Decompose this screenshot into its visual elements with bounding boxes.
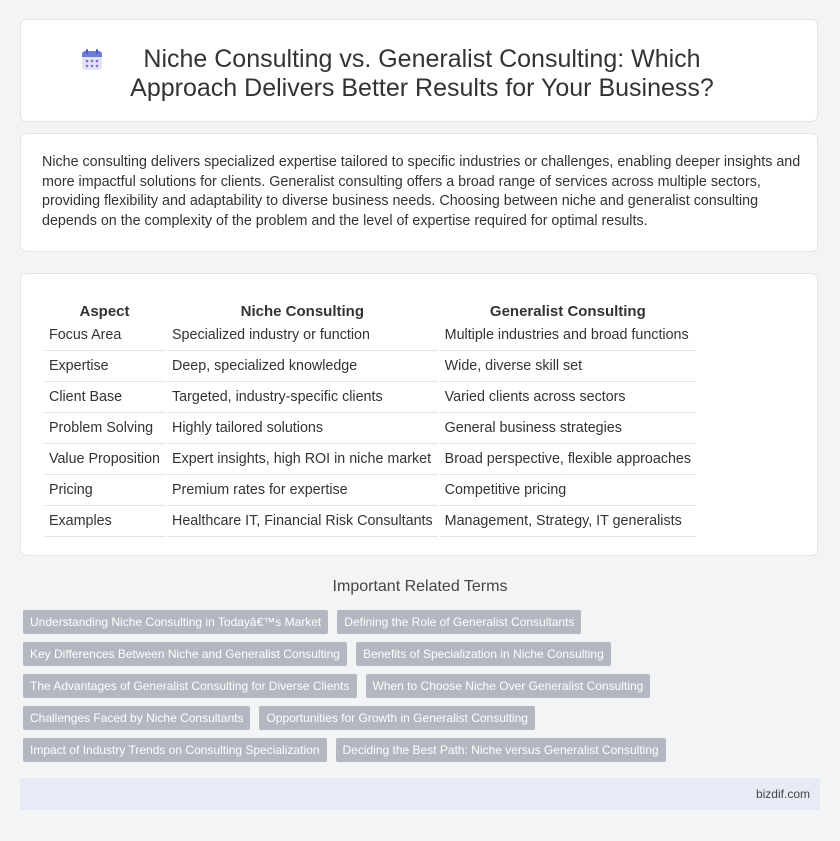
related-term-link[interactable]: Key Differences Between Niche and Generalist Consulting bbox=[23, 642, 347, 666]
related-term-link[interactable]: Opportunities for Growth in Generalist Consulting bbox=[259, 706, 534, 730]
footer bbox=[20, 778, 820, 810]
table-cell: Premium rates for expertise bbox=[167, 475, 438, 506]
table-cell: Problem Solving bbox=[44, 413, 165, 444]
header-aspect: Aspect bbox=[79, 303, 130, 320]
table-cell: Pricing bbox=[44, 475, 165, 506]
table-cell: Varied clients across sectors bbox=[440, 382, 696, 413]
table-row bbox=[44, 382, 696, 413]
related-term-link[interactable]: Deciding the Best Path: Niche versus Generalist Consulting bbox=[336, 738, 666, 762]
table-cell: Healthcare IT, Financial Risk Consultants bbox=[167, 506, 438, 537]
table-cell: Competitive pricing bbox=[440, 475, 696, 506]
table-row bbox=[44, 475, 696, 506]
tag-row bbox=[23, 738, 823, 770]
tag-row bbox=[23, 674, 823, 706]
comparison-card bbox=[20, 273, 818, 556]
related-term-link[interactable]: Impact of Industry Trends on Consulting Specialization bbox=[23, 738, 327, 762]
related-term-link[interactable]: Benefits of Specialization in Niche Consulting bbox=[356, 642, 611, 666]
table-cell: Client Base bbox=[44, 382, 165, 413]
related-term-link[interactable]: Challenges Faced by Niche Consultants bbox=[23, 706, 250, 730]
footer-site-link[interactable]: bizdif.com bbox=[755, 787, 810, 801]
table-cell: General business strategies bbox=[440, 413, 696, 444]
table-cell: Expert insights, high ROI in niche market bbox=[167, 444, 438, 475]
table-row bbox=[44, 351, 696, 382]
table-cell: Targeted, industry-specific clients bbox=[167, 382, 438, 413]
table-cell: Wide, diverse skill set bbox=[440, 351, 696, 382]
table-cell: Value Proposition bbox=[44, 444, 165, 475]
tag-row bbox=[23, 642, 823, 674]
intro-paragraph: Niche consulting delivers specialized expertise tailored to specific industries or challenges, enabling deeper insights and more impactful solutions for clients. Generalist consulting offers a broad range of services across multiple sectors, providing flexibility and adaptability to diverse business needs. Choosing between niche and generalist consulting depends on the complexity of the problem and the level of expertise required for optimal results. bbox=[42, 154, 801, 229]
calendar-icon bbox=[80, 48, 104, 72]
related-term-link[interactable]: Defining the Role of Generalist Consultants bbox=[337, 610, 581, 634]
table-cell: Multiple industries and broad functions bbox=[440, 320, 696, 351]
table-cell: Specialized industry or function bbox=[167, 320, 438, 351]
table-cell: Expertise bbox=[44, 351, 165, 382]
intro-card bbox=[20, 133, 818, 252]
related-terms-list bbox=[23, 610, 823, 770]
comparison-table bbox=[42, 296, 698, 537]
tag-row bbox=[23, 610, 823, 642]
table-cell: Broad perspective, flexible approaches bbox=[440, 444, 696, 475]
table-row bbox=[44, 506, 696, 537]
related-terms-heading: Important Related Terms bbox=[332, 578, 508, 595]
table-row bbox=[44, 413, 696, 444]
header-generalist: Generalist Consulting bbox=[489, 303, 646, 320]
table-cell: Management, Strategy, IT generalists bbox=[440, 506, 696, 537]
header-niche: Niche Consulting bbox=[240, 303, 364, 320]
table-cell: Focus Area bbox=[44, 320, 165, 351]
table-cell: Examples bbox=[44, 506, 165, 537]
related-term-link[interactable]: The Advantages of Generalist Consulting for Diverse Clients bbox=[23, 674, 357, 698]
table-cell: Deep, specialized knowledge bbox=[167, 351, 438, 382]
table-row bbox=[44, 444, 696, 475]
related-term-link[interactable]: When to Choose Niche Over Generalist Consulting bbox=[366, 674, 651, 698]
table-cell: Highly tailored solutions bbox=[167, 413, 438, 444]
page-title: Niche Consulting vs. Generalist Consulting: Which Approach Delivers Better Results for Your Business? bbox=[130, 45, 714, 102]
tag-row bbox=[23, 706, 823, 738]
related-term-link[interactable]: Understanding Niche Consulting in Todayâ€™s Market bbox=[23, 610, 328, 634]
table-row bbox=[44, 320, 696, 351]
table-header-row bbox=[44, 296, 696, 320]
title-card bbox=[20, 19, 818, 122]
